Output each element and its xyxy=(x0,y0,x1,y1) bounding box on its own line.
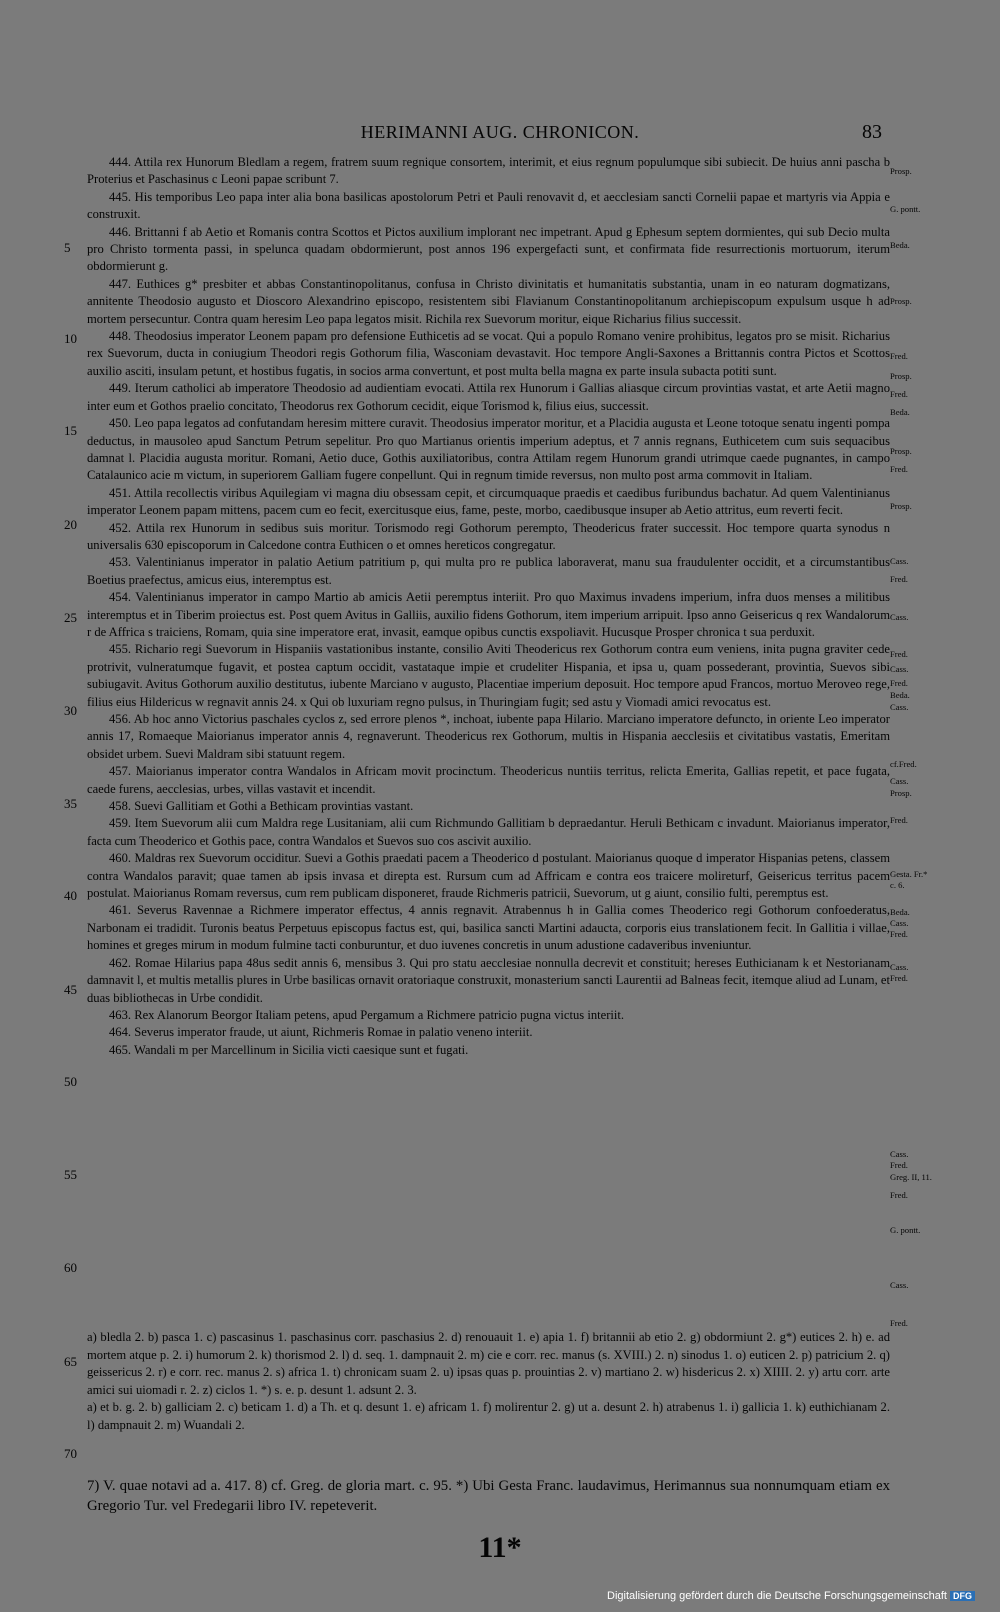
line-number: 35 xyxy=(64,796,77,811)
source-ref: Cass. xyxy=(890,556,909,566)
line-number: 20 xyxy=(64,517,77,532)
source-ref: Prosp. xyxy=(890,296,912,306)
source-ref: Fred. xyxy=(890,649,908,659)
line-number: 55 xyxy=(64,1167,77,1182)
footnote-block-2: a) et b. g. 2. b) galliciam 2. c) beticam 1. d) a Th. et q. desunt 1. e) africam 1. f) molirentur 2. g) ut a. desunt 2. h) atrabenus 1. i) gallicia 1. k) euthichianam 2. l) dampnauit 2. m) Wuandali 2. xyxy=(87,1400,890,1432)
entry-457: 457. Maiorianus imperator contra Wandalos in Africam movit procinctum. Theodericus nuntiis territus, relicta Emerita, Gallias repetit, et pace fugata, caede furens, aecclesias, urbes, villas vastavit et incendit. xyxy=(87,764,890,796)
source-ref: Cass. xyxy=(890,1280,909,1290)
entry-454: 454. Valentinianus imperator in campo Martio ab amicis Aetii peremptus interiit. Pro quo Maximus invadens imperium, infra duos menses a militibus interemptus et in Tiberim proiectus est. Post quem Avitus in Galliis, auxilio fidens Gothorum, item imperium arripuit. Ipso anno Geisericus q rex Wandalorum r de Affrica s traiciens, Romam, quia sine imperatore erat, invasit, eamque opibus cunctis exspoliavit. Hucusque Prosper chronica t sua perduxit. xyxy=(87,590,890,639)
entry-464: 464. Severus imperator fraude, ut aiunt, Richmeris Romae in palatio veneno interiit. xyxy=(109,1025,533,1040)
entry-447: 447. Euthices g* presbiter et abbas Constantinopolitanus, confusa in Christo divinitatis et humanitatis substantia, unam in eo naturam dogmatizans, annitente Theodosio augusto et Dioscoro Alexandrino episcopo, resistentem sibi Flavianum Constantinopolitanum archiepiscopum expulsum usque h ad mortem persecuntur. Contra quam heresim Leo papa legatos misit. Richila rex Suevorum moritur, eique Richarius filius successit. xyxy=(87,276,890,326)
source-ref: Cass. xyxy=(890,664,909,674)
source-ref: Gesta. Fr.* xyxy=(890,869,928,879)
source-ref: Beda. xyxy=(890,407,910,417)
source-ref: Fred. xyxy=(890,574,908,584)
chronicle-text xyxy=(87,154,890,1059)
credit-text: Digitalisierung gefördert durch die Deutsche Forschungsgemeinschaft xyxy=(607,1590,947,1602)
source-ref: G. pontt. xyxy=(890,1225,921,1235)
line-number: 70 xyxy=(64,1446,77,1461)
line-number: 15 xyxy=(64,423,77,438)
editor-notes xyxy=(87,1476,890,1516)
source-ref: c. 6. xyxy=(890,880,905,890)
source-ref: Beda. xyxy=(890,240,910,250)
source-ref: Greg. II, 11. xyxy=(890,1172,932,1182)
entry-458: 458. Suevi Gallitiam et Gothi a Bethicam provintias vastant. xyxy=(109,799,414,814)
source-ref: Beda. xyxy=(890,907,910,917)
digitization-credit xyxy=(607,1590,975,1602)
entry-463: 463. Rex Alanorum Beorgor Italiam petens, apud Pergamum a Richmere patricio pugna victus interiit. xyxy=(109,1007,625,1022)
line-number: 40 xyxy=(64,888,77,903)
line-number: 5 xyxy=(64,240,71,255)
footnote-block-1: a) bledla 2. b) pasca 1. c) pascasinus 1. paschasinus corr. paschasius 2. d) renouauit 1. e) apia 1. f) britannii ab etio 2. g) obdormiunt 2. g*) eutices 2. h) e. ad mortem atque p. 2. i) humorum 2. k) thorismod 2. l) d. seq. 1. dampnauit 2. m) cie e corr. rec. manus (s. XVIII.) 2. n) sinodus 1. o) euticen 2. p) patricium 2. q) geissericus 2. r) e corr. rec. manus 2. s) africa 1. t) chronicam suam 2. u) ipsas quas p. prouintias 2. v) martiano 2. w) hisdericus 2. x) XIIII. 2. y) artu corr. arte amici sui uiomadi r. 2. z) ciclos 1. *) s. e. p. desunt 1. adsunt 2. 3. xyxy=(87,1330,890,1397)
entry-444: 444. Attila rex Hunorum Bledlam a regem, fratrem suum regnique consortem, interimit, et eius regnum populumque sibi subiecit. De huius anni pascha b Proterius et Paschasinus c Leoni papae scribunt 7. xyxy=(87,155,890,187)
source-ref: Beda. xyxy=(890,690,910,700)
source-ref: Prosp. xyxy=(890,446,912,456)
critical-apparatus xyxy=(87,1329,890,1435)
entry-460: 460. Maldras rex Suevorum occiditur. Suevi a Gothis praedati pacem a Theoderico d postulant. Maiorianus quoque d imperator Hispanias petens, classem contra Wandalos paravit; quae tamen ab ipsis invasa et direpta est. Rursum cum ad Affricam e contra eos traicere molireturf, Geisericus territus pacem postulat. Maiorianus Romam reversus, cum rem publicam disponeret, fraude Richmeris patricii, Suevorum, ut g aiunt, consilio fulti, peremptus est. xyxy=(87,851,890,901)
entry-455: 455. Richario regi Suevorum in Hispaniis vastationibus instante, consilio Aviti Theodericus rex Gothorum contra eum veniens, inita pugna graviter cede protrivit, vulneratumque fugavit, et postea captum occidit, vastataque impie et crudeliter Hispania, et ipsa u, quam possederant, provintia, Suevos sibi subiugavit. Avitus Gothorum auxilio destitutus, iubente Marciano v augusto, Placentiae imperium deposuit. Hoc tempore apud Francos, mortuo Meroveo rege, filius eius Hildericus w regnavit annis 24. x Qui ob luxuriam regno pulsus, in Thuringiam fugit; sed astu y Viomadi amici revocatus est. xyxy=(87,642,890,709)
source-ref: Prosp. xyxy=(890,371,912,381)
entry-451: 451. Attila recollectis viribus Aquilegiam vi magna diu obsessam cepit, et circumquaque praedis et caedibus furibundus bachatur. Ad quem Valentinianus imperator Leonem papam mittens, pacem cum eo fecit, exercitusque eius, fame, peste, morbo, caedibusque insuper ab Aetio attritus, eum reverti fecit. xyxy=(87,485,890,518)
source-ref: Prosp. xyxy=(890,788,912,798)
line-number: 65 xyxy=(64,1354,77,1369)
source-ref: G. pontt. xyxy=(890,204,921,214)
source-ref: Fred. xyxy=(890,678,908,688)
signature-mark: 11* xyxy=(478,1531,522,1564)
dfg-logo-icon: DFG xyxy=(950,1591,975,1601)
entry-450: 450. Leo papa legatos ad confutandam heresim mittere curavit. Theodosius imperator moritur, et a Placidia augusta et Leone totoque senatu ingenti pompa deductus, in mausoleo apud Sanctum Petrum sepelitur. Pro quo Martianus orientis imperium adeptus, et 7 annis regnans, Euthicetem cum suis sequacibus damnat l. Placidia augusta moritur. Romani, Aetio duce, Gothis auxiliatoribus, contra Attilam regem Hunorum grandi utrimque caede pugnantes, in campo Catalaunico acie m victum, in superiorem Galliam fugere conpellunt. Qui in regnum timide reversus, non multo post arma commovit in Italiam. xyxy=(87,416,890,483)
editor-note: 7) V. quae notavi ad a. 417. 8) cf. Greg. de gloria mart. c. 95. *) Ubi Gesta Franc. laudavimus, Herimannus sua nonnumquam etiam ex Gregorio Tur. vel Fredegarii libro IV. repeteverit. xyxy=(87,1478,890,1514)
entry-461: 461. Severus Ravennae a Richmere imperator effectus, 4 annis regnavit. Atrabennus h in Gallia comes Theoderico regi Gothorum confoederatus, Narbonam ei tradidit. Turonis beatus Perpetuus episcopus factus est, qui, basilica sancti Martini adaucta, corporis eius translationem fecit. In Gallitia i villae, homines et greges mirum in modum fulmine tacti conburuntur, et duo iuvenes concretis in unum adustione cadaveribus inveniuntur. xyxy=(87,903,890,953)
source-ref: Cass. xyxy=(890,702,909,712)
source-ref: Fred. xyxy=(890,973,908,983)
source-ref: Fred. xyxy=(890,464,908,474)
page-number: 83 xyxy=(862,121,882,143)
entry-445: 445. His temporibus Leo papa inter alia bona basilicas apostolorum Petri et Pauli renovavit d, et aecclesiam sancti Cornelii papae et martyris via Appia e construxit. xyxy=(87,189,890,222)
source-ref: Fred. xyxy=(890,1318,908,1328)
entry-453: 453. Valentinianus imperator in palatio Aetium patritium p, qui multa pro re publica laboraverat, manu sua fraudulenter occidit, et a circumstantibus Boetius praefectus, amicus eius, interemptus est. xyxy=(87,555,890,587)
entry-465: 465. Wandali m per Marcellinum in Sicilia victi caesique sunt et fugati. xyxy=(109,1042,469,1057)
source-ref: Cass. xyxy=(890,776,909,786)
source-ref: Prosp. xyxy=(890,166,912,176)
running-title: HERIMANNI AUG. CHRONICON. xyxy=(360,122,640,142)
line-number: 45 xyxy=(64,982,77,997)
entry-462: 462. Romae Hilarius papa 48us sedit annis 6, mensibus 3. Qui pro statu aecclesiae nonnulla decrevit et constituit; hereses Euthicianam k et Nestorianam damnavit l, et multis metallis plures in Urbe basilicas ornavit oratoriaque construxit, monasterium sancti Laurentii ad Balneas fecit, itemque aliud ad Lunam, et duas bibliothecas in Urbe condidit. xyxy=(87,955,890,1005)
entry-459: 459. Item Suevorum alii cum Maldra rege Lusitaniam, alii cum Richmundo Gallitiam b depraedantur. Heruli Bethicam c invadunt. Maiorianus imperator, facta cum Theoderico et Gothis pace, contra Wandalos et Suevos suo cos ascivit auxilio. xyxy=(87,816,890,848)
source-ref: Cass. xyxy=(890,1149,909,1159)
source-ref: Cass. xyxy=(890,918,909,928)
entry-446: 446. Brittanni f ab Aetio et Romanis contra Scottos et Pictos auxilium implorant nec impetrant. Apud g Ephesum septem dormientes, qui sub Decio multa pro Christo tormenta passi, in spelunca quadam obdormierunt, post annos 196 expergefacti sunt, et confirmata fide resurrectionis mortuorum, iterum obdormierunt g. xyxy=(87,224,890,274)
source-ref: Cass. xyxy=(890,612,909,622)
source-ref: Prosp. xyxy=(890,501,912,511)
source-ref: Fred. xyxy=(890,389,908,399)
source-ref: Fred. xyxy=(890,1190,908,1200)
line-number: 30 xyxy=(64,703,77,718)
line-number: 60 xyxy=(64,1260,77,1275)
source-ref: Fred. xyxy=(890,1160,908,1170)
line-number: 10 xyxy=(64,331,77,346)
source-ref: Cass. xyxy=(890,962,909,972)
entry-456: 456. Ab hoc anno Victorius paschales cyclos z, sed errore plenos *, inchoat, iubente papa Hilario. Marciano imperatore defuncto, in oriente Leo imperator annis 17, Romaeque Maiorianus imperator annis 4, regnaverunt. Theodericus rex Gothorum, multis in Hispania aecclesiis et civitatibus vastatis, Emeritam obsidet urbem. Suevi Maldram sibi statuunt regem. xyxy=(87,712,890,761)
entry-448: 448. Theodosius imperator Leonem papam pro defensione Euthicetis ad se vocat. Qui a populo Romano venire prohibitus, legatos pro se misit. Richarius rex Suevorum, ducta in coniugium Theodori regis Gothorum filia, Wasconiam devastavit. Hoc tempore Angli-Saxones a Brittannis contra Pictos et Scottos auxilio asciti, insulam petunt, et hostibus fugatis, in socios arma convertunt, et post multa bella magna ex parte insula subacta potiti sunt. xyxy=(87,329,890,378)
source-ref: Fred. xyxy=(890,815,908,825)
line-number: 50 xyxy=(64,1074,77,1089)
entry-449: 449. Iterum catholici ab imperatore Theodosio ad audientiam evocati. Attila rex Hunorum i Gallias aliasque circum provintias vastat, et arte Aetii magno inter eum et Gothos praelio concitato, Theodorus rex Gothorum cecidit, eique Torismod k, filius eius, successit. xyxy=(87,381,890,413)
source-ref: Fred. xyxy=(890,351,908,361)
line-number: 25 xyxy=(64,610,77,625)
source-ref: cf.Fred. xyxy=(890,759,917,769)
source-ref: Fred. xyxy=(890,929,908,939)
entry-452: 452. Attila rex Hunorum in sedibus suis moritur. Torismodo regi Gothorum perempto, Theodericus frater successit. Hoc tempore quarta synodus n universalis 630 episcoporum in Calcedone contra Euthicen o et omnes hereticos congregatur. xyxy=(87,520,890,552)
